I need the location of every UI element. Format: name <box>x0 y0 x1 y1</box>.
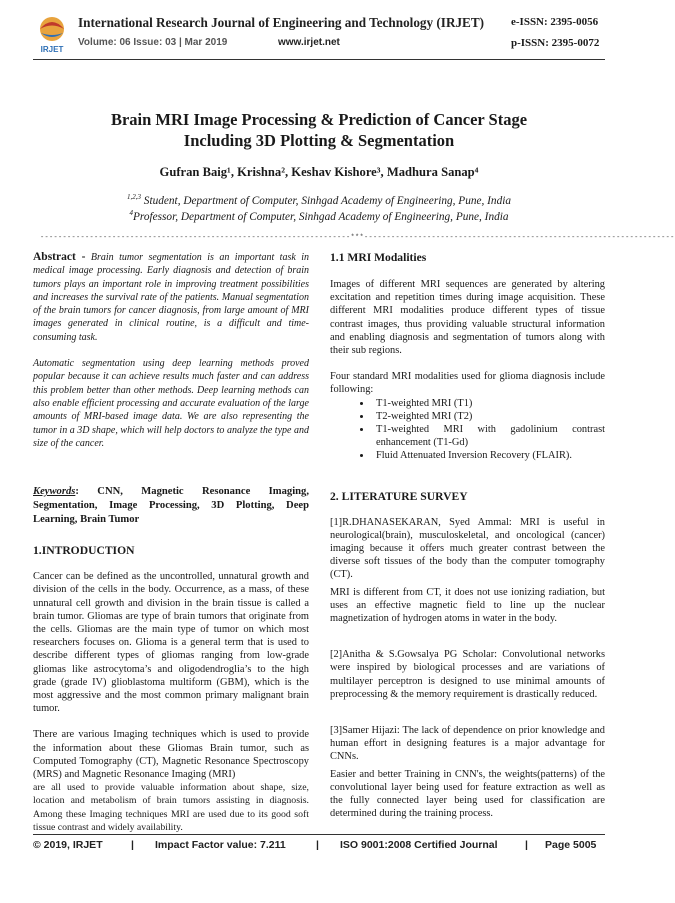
footer-separator: | <box>525 839 528 851</box>
survey-ref-1: [1]R.DHANASEKARAN, Syed Ammal: MRI is useful in neurological(brain), musculoskeletal, and oncological (cancer) imaging because it offers much greater contrast between the diverse soft tissues of the body than the computer tomography (CT). <box>330 516 605 581</box>
footer-copyright: © 2019, IRJET <box>33 839 103 851</box>
authors: Gufran Baig¹, Krishna², Keshav Kishore³, Madhura Sanap⁴ <box>159 165 479 179</box>
abstract-label: Abstract - <box>33 251 86 263</box>
journal-url[interactable]: www.irjet.net <box>278 37 340 48</box>
p-issn: p-ISSN: 2395-0072 <box>511 37 600 49</box>
footer-separator: | <box>316 839 319 851</box>
survey-ref-3: [3]Samer Hijazi: The lack of dependence on prior knowledge and human effort in designing features is a major advantage for CNNs. <box>330 725 605 763</box>
abstract-para-2: Automatic segmentation using deep learning methods proved popular because it can achieve results much faster and can address this problem better than other methods. Deep learning methods can also enable efficient processing and accurate evaluation of the large amounts of MRI-based image data. We are also representing the tumor in a 3D shape, which will help doctors to analyze the type and size of the cancer. <box>33 358 309 449</box>
intro-para-1: Cancer can be defined as the uncontrolled, unnatural growth and division of the cells in the body. Occurrence, as a mass, of these unnatural cell growth and division in the brain tissue is called a brain tumor. Gliomas are type of brain tumors that originate from the cells. Gliomas are the main type of tumor on which most researchers focuses on. Glioma is a general term that is used to describe different types of gliomas ranging from low-grade gliomas like astrocytoma’s and oligodendroglia’s to the high grade (grade IV) glioblastoma multiform (GBM), which is the most aggressive and the most common primary malignant brain tumor. <box>33 571 309 715</box>
footer-page: Page 5005 <box>545 839 597 851</box>
mri-heading: 1.1 MRI Modalities <box>330 251 427 264</box>
intro-para-2b: are all used to provide valuable information about shape, size, location and metabolism of brain tumors assisting in diagnosis. Among these Imaging techniques MRI are used due to its good soft tissue contrast and widely availability. <box>33 782 309 833</box>
abstract-para-1 <box>33 251 309 344</box>
list-item: • T1-weighted MRI (T1) <box>372 397 605 410</box>
affiliation-2 <box>40 209 598 223</box>
footer-impact-factor: Impact Factor value: 7.211 <box>155 839 286 851</box>
list-item: • Fluid Attenuated Inversion Recovery (FLAIR). <box>372 449 605 462</box>
affiliation-1 <box>40 193 598 207</box>
affiliation-1-text: Student, Department of Computer, Sinhgad Academy of Engineering, Pune, India <box>140 194 512 207</box>
keywords-text: : CNN, Magnetic Resonance Imaging, Segmentation, Image Processing, 3D Plotting, Deep Learning, Brain Tumor <box>33 486 309 526</box>
section-separator: ---------------------------------------------------------------------***--------------------------------------------------------------------- <box>40 234 675 242</box>
affiliation-2-text: Professor, Department of Computer, Sinhgad Academy of Engineering, Pune, India <box>132 210 509 223</box>
abstract-text-1: Brain tumor segmentation is an important task in medical image processing. Early diagnosis and detection of brain tumors plays an important role in improving treatment possibilities and increases the survival rate of the patients. Manual segmentation of the brain tumors for cancer diagnosis, from large amount of MRI images generated in clinical routine, is a difficult and time-consuming task. <box>33 252 310 343</box>
footer-iso: ISO 9001:2008 Certified Journal <box>340 839 498 851</box>
mri-para-2: Four standard MRI modalities used for glioma diagnosis include following: <box>330 371 605 396</box>
journal-title: International Research Journal of Engineering and Technology (IRJET) <box>78 15 485 30</box>
footer-separator: | <box>131 839 134 851</box>
irjet-logo <box>33 13 71 55</box>
e-issn: e-ISSN: 2395-0056 <box>511 16 599 28</box>
mri-para-1: Images of different MRI sequences are generated by altering excitation and repetition times during image acquisition. These different MRI modalities produce different types of tissue contrast images, thus providing valuable structural information and enabling diagnosis and segmentation of tumors along with their sub regions. <box>330 279 605 357</box>
paper-title-line1: Brain MRI Image Processing & Prediction of Cancer Stage <box>110 110 528 129</box>
header-rule <box>33 59 605 60</box>
mri-modalities-list <box>330 397 605 463</box>
survey-ref-3b: Easier and better Training in CNN's, the weights(patterns) of the convolutional layer being used for feature extraction as well as the fully connected layer being used for classification are determined during the training process. <box>330 768 605 820</box>
left-column <box>33 251 309 834</box>
affiliation-2-sup: 4 <box>129 209 133 217</box>
paper-title-line2: Including 3D Plotting & Segmentation <box>183 131 455 150</box>
affiliation-1-sup: 1,2,3 <box>126 193 141 201</box>
intro-heading: 1.INTRODUCTION <box>33 544 135 558</box>
survey-ref-2: [2]Anitha & S.Gowsalya PG Scholar: Convolutional networks were inspired by biological processes and are variations of multilayer perceptron is designed to use minimal amounts of preprocessing & the memory requirement is drastically reduced. <box>330 649 605 700</box>
survey-heading: 2. LITERATURE SURVEY <box>330 489 468 503</box>
list-item: • T2-weighted MRI (T2) <box>372 410 605 423</box>
footer-rule <box>33 834 605 835</box>
intro-para-2a: There are various Imaging techniques which is used to provide the information about these Gliomas Brain tumor, such as Computed Tomography (CT), Magnetic Resonance Spectroscopy (MRS) and Magnetic Resonance Imaging (MRI) <box>33 729 309 780</box>
volume-issue: Volume: 06 Issue: 03 | Mar 2019 <box>78 37 228 48</box>
logo-text: IRJET <box>40 45 64 54</box>
keywords-label: Keywords <box>33 486 76 498</box>
list-item: • T1-weighted MRI with gadolinium contrast enhancement (T1-Gd) <box>372 423 605 449</box>
right-column <box>330 251 605 821</box>
survey-ref-1b: MRI is different from CT, it does not use ionizing radiation, but uses an effective magnetic field to line up the nuclear magnetization of hydrogen atoms in water in the body. <box>330 586 605 625</box>
keywords <box>33 485 309 527</box>
